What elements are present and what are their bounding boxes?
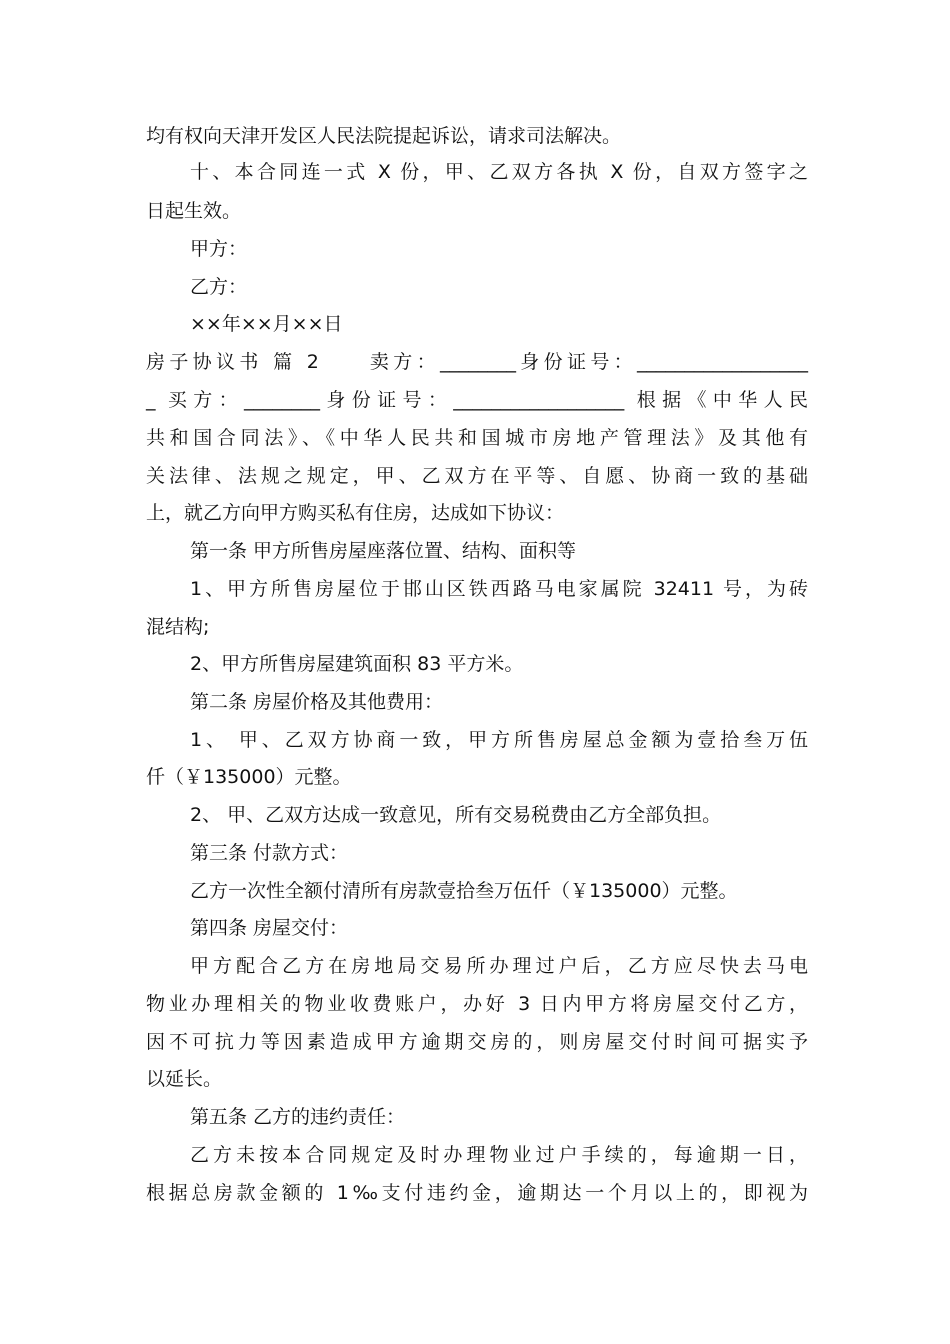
text-line: 甲方配合乙方在房地局交易所办理过户后，乙方应尽快去马电 [190,955,808,977]
text-line: 混结构; [146,616,210,638]
text-line: 均有权向天津开发区人民法院提起诉讼，请求司法解决。 [146,125,622,147]
text-line: 乙方未按本合同规定及时办理物业过户手续的，每逾期一日， [190,1144,808,1166]
text-line: 第二条 房屋价格及其他费用： [190,691,444,713]
text-line: 以延长。 [146,1068,223,1090]
text-line: 第五条 乙方的违约责任： [190,1106,406,1128]
text-line: 1、甲方所售房屋位于邯山区铁西路马电家属院 32411 号，为砖 [190,578,808,600]
text-line: 日起生效。 [146,200,242,222]
text-line: 2、甲方所售房屋建筑面积 83 平方米。 [190,653,524,675]
text-line: ××年××月××日 [190,313,343,335]
text-line: 甲方： [190,238,248,260]
text-line: 第三条 付款方式： [190,842,349,864]
text-line: 1、 甲、乙双方协商一致，甲方所售房屋总金额为壹拾叁万伍 [190,729,808,751]
text-line: 乙方： [190,276,248,298]
text-line: 仟（￥135000）元整。 [146,766,352,788]
text-line: 根据总房款金额的 1‰支付违约金，逾期达一个月以上的，即视为 [146,1182,808,1204]
text-line: 上，就乙方向甲方购买私有住房，达成如下协议： [146,502,565,524]
text-line: 因不可抗力等因素造成甲方逾期交房的，则房屋交付时间可据实予 [146,1031,808,1053]
text-line: 物业办理相关的物业收费账户，办好 3 日内甲方将房屋交付乙方， [146,993,808,1015]
text-line: 关法律、法规之规定，甲、乙双方在平等、自愿、协商一致的基础 [146,465,808,487]
text-line: 十、本合同连一式 X 份，甲、乙双方各执 X 份，自双方签字之 [190,161,808,183]
text-line: 房子协议书 篇 2 卖方：________身份证号：__________________ [146,351,808,373]
text-line: 2、 甲、乙双方达成一致意见，所有交易税费由乙方全部负担。 [190,804,722,826]
text-line: 第一条 甲方所售房屋座落位置、结构、面积等 [190,540,577,562]
text-line: 共和国合同法》、《中华人民共和国城市房地产管理法》及其他有 [146,427,808,449]
text-line: _ 买方：________身份证号：__________________ 根据《中华人民 [146,389,808,411]
text-line: 乙方一次性全额付清所有房款壹拾叁万伍仟（￥135000）元整。 [190,880,738,902]
text-line: 第四条 房屋交付： [190,917,349,939]
